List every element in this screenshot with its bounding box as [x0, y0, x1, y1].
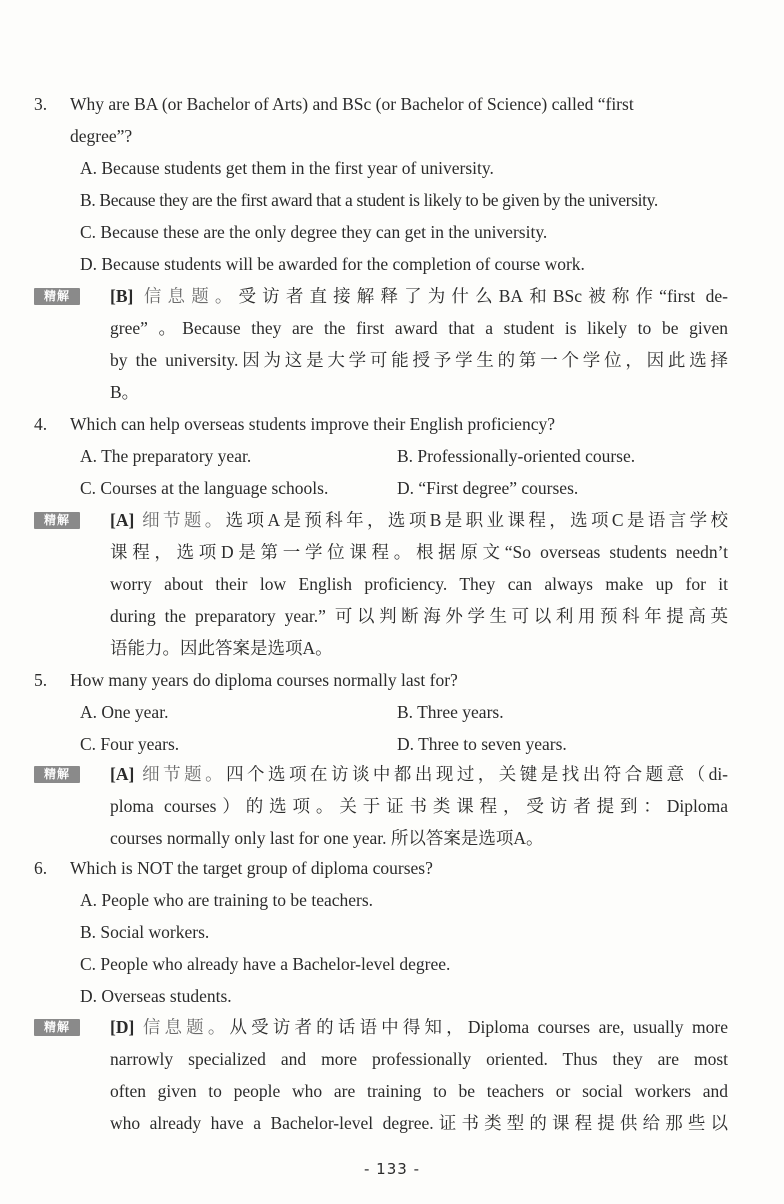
option-d: D. “First degree” courses. — [397, 478, 579, 498]
analysis-line: worry about their low English proficiency. They can always make up for it — [110, 574, 728, 594]
option-c: C. Because these are the only degree they can get in the university. — [80, 222, 548, 242]
option-c: C. People who already have a Bachelor-level degree. — [80, 954, 451, 974]
analysis-line: courses normally only last for one year. 所以答案是选项A。 — [110, 828, 544, 848]
analysis-line: B。 — [110, 382, 140, 402]
option-b: B. Three years. — [397, 702, 504, 722]
analysis-tag: 精解 — [34, 1019, 80, 1036]
analysis-line: ploma courses）的选项。关于证书类课程，受访者提到：Diploma — [110, 796, 728, 816]
analysis-line: 语能力。因此答案是选项A。 — [110, 638, 333, 658]
analysis-line: gree” 。Because they are the first award that a student is likely to be given — [110, 318, 728, 338]
option-a: A. People who are training to be teachers. — [80, 890, 374, 910]
option-c: C. Four years. — [80, 734, 180, 754]
question-type: 细节题。 — [142, 510, 226, 530]
option-d: D. Three to seven years. — [397, 734, 567, 754]
analysis-tag: 精解 — [34, 512, 80, 529]
option-b: B. Professionally-oriented course. — [397, 446, 636, 466]
analysis-line: often given to people who are training to be teachers or social workers and — [110, 1081, 728, 1101]
analysis-text: 受访者直接解释了为什么BA和BSc被称作“first de- — [238, 286, 729, 306]
option-a: A. Because students get them in the first year of university. — [80, 158, 494, 178]
analysis-line — [110, 1015, 728, 1039]
page-number: - 133 - — [364, 1160, 420, 1178]
analysis-text: 从受访者的话语中得知，Diploma courses are, usually more — [229, 1017, 728, 1037]
answer-label: [D] — [110, 1017, 135, 1037]
question-type: 信息题。 — [142, 1017, 230, 1037]
analysis-line: 课程，选项D是第一学位课程。根据原文“So overseas students needn’t — [110, 542, 728, 562]
question-type: 细节题。 — [142, 764, 227, 784]
analysis-line — [110, 508, 728, 532]
analysis-text: 四个选项在访谈中都出现过，关键是找出符合题意（di- — [226, 764, 729, 784]
answer-label: [A] — [110, 510, 135, 530]
option-a: A. One year. — [80, 702, 169, 722]
question-text: degree”? — [70, 126, 133, 146]
option-d: D. Because students will be awarded for the completion of course work. — [80, 254, 585, 274]
option-b: B. Because they are the first award that a student is likely to be given by the university. — [80, 190, 658, 210]
question-text: Why are BA (or Bachelor of Arts) and BSc (or Bachelor of Science) called “first — [70, 94, 634, 114]
option-a: A. The preparatory year. — [80, 446, 252, 466]
question-number: 3. — [34, 94, 48, 114]
analysis-line: by the university.因为这是大学可能授予学生的第一个学位，因此选择 — [110, 350, 728, 370]
analysis-line — [110, 762, 728, 786]
question-number: 6. — [34, 858, 48, 878]
question-number: 5. — [34, 670, 48, 690]
question-text: Which can help overseas students improve their English proficiency? — [70, 414, 555, 434]
analysis-line: during the preparatory year.” 可以判断海外学生可以利用预科年提高英 — [110, 606, 728, 626]
question-number: 4. — [34, 414, 48, 434]
option-c: C. Courses at the language schools. — [80, 478, 329, 498]
analysis-line — [110, 284, 728, 308]
analysis-tag: 精解 — [34, 766, 80, 783]
question-type: 信息题。 — [143, 286, 239, 306]
answer-label: [B] — [110, 286, 134, 306]
analysis-tag: 精解 — [34, 288, 80, 305]
question-text: Which is NOT the target group of diploma courses? — [70, 858, 433, 878]
analysis-line: narrowly specialized and more professionally oriented. Thus they are most — [110, 1049, 728, 1069]
analysis-line: who already have a Bachelor-level degree.证书类型的课程提供给那些以 — [110, 1113, 728, 1133]
answer-label: [A] — [110, 764, 135, 784]
analysis-text: 选项A是预科年，选项B是职业课程，选项C是语言学校 — [225, 510, 729, 530]
option-d: D. Overseas students. — [80, 986, 232, 1006]
question-text: How many years do diploma courses normally last for? — [70, 670, 458, 690]
option-b: B. Social workers. — [80, 922, 210, 942]
